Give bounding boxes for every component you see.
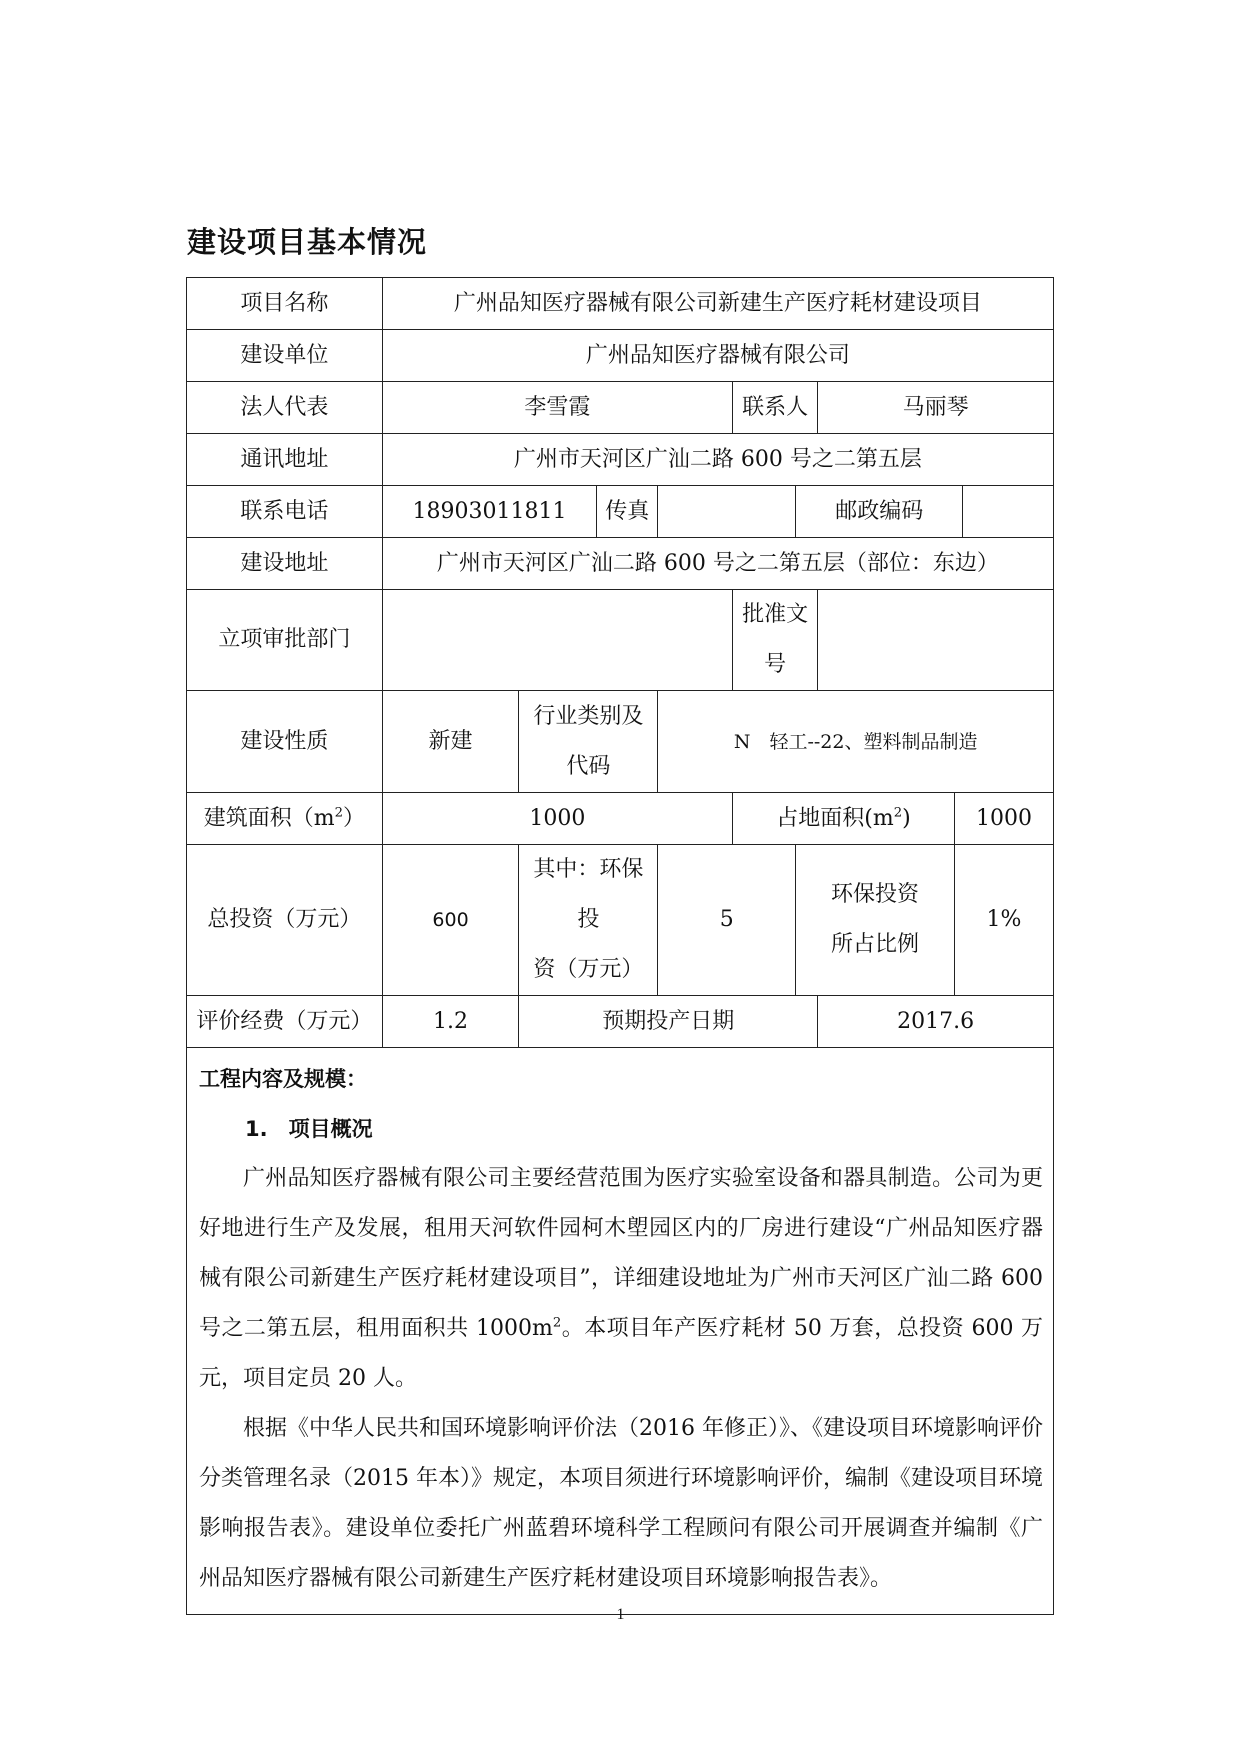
- value-building-area: 1000: [382, 793, 732, 845]
- label-env-investment: [519, 845, 658, 996]
- value-zip: [963, 486, 1054, 538]
- label-env-investment-line1: 其中：环保投: [533, 857, 644, 932]
- label-approval-doc: 批准文号: [732, 590, 817, 691]
- content-section: [187, 1048, 1054, 1615]
- value-contact: 马丽琴: [818, 382, 1054, 434]
- label-legal-rep: 法人代表: [187, 382, 383, 434]
- value-land-area: 1000: [954, 793, 1053, 845]
- label-contact: 联系人: [732, 382, 817, 434]
- value-project-name: 广州品知医疗器械有限公司新建生产医疗耗材建设项目: [382, 278, 1053, 330]
- label-phone: 联系电话: [187, 486, 383, 538]
- label-land-area: 占地面积$(m^2)$: [732, 793, 954, 845]
- label-total-investment: 总投资（万元）: [187, 845, 383, 996]
- label-approval-dept: 立项审批部门: [187, 590, 383, 691]
- label-env-ratio: [796, 845, 955, 996]
- page-number: 1: [616, 1606, 625, 1623]
- label-site-address: 建设地址: [187, 538, 383, 590]
- row-site-address: [187, 538, 1054, 590]
- value-approval-dept: [382, 590, 732, 691]
- label-industry-line1: 行业类别及: [533, 703, 644, 729]
- label-industry: [519, 691, 658, 793]
- row-content: [187, 1048, 1054, 1615]
- label-env-ratio-line1: 环保投资: [831, 882, 920, 907]
- value-total-investment: 600: [382, 845, 519, 996]
- content-heading: 工程内容及规模：: [199, 1067, 367, 1091]
- value-env-ratio: 1%: [954, 845, 1053, 996]
- value-phone: 18903011811: [382, 486, 597, 538]
- value-legal-rep: 李雪霞: [382, 382, 732, 434]
- value-site-address: 广州市天河区广汕二路 600 号之二第五层（部位：东边）: [382, 538, 1053, 590]
- label-fax: 传真: [597, 486, 658, 538]
- label-mail-address: 通讯地址: [187, 434, 383, 486]
- paragraph-basis: 根据《中华人民共和国环境影响评价法（2016 年修正）》、《建设项目环境影响评价分类管理名录（2015 年本）》规定，本项目须进行环境影响评价，编制《建设项目环境影响报告表》。建设单位委托广州蓝碧环境科学工程顾问有限公司开展调查并编制《广州品知医疗器械有限公司新建生产医疗耗材建设项目环境影响报告表》。: [199, 1416, 1043, 1591]
- row-area: [187, 793, 1054, 845]
- value-production-date: 2017.6: [818, 996, 1054, 1048]
- value-builder: 广州品知医疗器械有限公司: [382, 330, 1053, 382]
- label-builder: 建设单位: [187, 330, 383, 382]
- row-fee: [187, 996, 1054, 1048]
- row-investment: [187, 845, 1054, 996]
- label-production-date: 预期投产日期: [519, 996, 818, 1048]
- label-nature: 建设性质: [187, 691, 383, 793]
- row-phone: [187, 486, 1054, 538]
- value-nature: 新建: [382, 691, 519, 793]
- value-env-investment: 5: [658, 845, 796, 996]
- row-nature: [187, 691, 1054, 793]
- label-building-area: 建筑面积$(m^2)$: [187, 793, 383, 845]
- row-mail-address: [187, 434, 1054, 486]
- label-env-ratio-line2: 所占比例: [831, 932, 920, 957]
- content-subheading: 1. 项目概况: [245, 1117, 373, 1141]
- value-eval-fee: 1.2: [382, 996, 519, 1048]
- paragraph-overview: 广州品知医疗器械有限公司主要经营范围为医疗实验室设备和器具制造。公司为更好地进行生产及发展，租用天河软件园柯木塱园区内的厂房进行建设“广州品知医疗器械有限公司新建生产医疗耗材建设项目”，详细建设地址为广州市天河区广汕二路 600 号之二第五层，租用面积共 $1000m^2$。本项目年产医疗耗材 50 万套，总投资 600 万元，项目定员 20 人。: [199, 1166, 1043, 1391]
- row-project-name: [187, 278, 1054, 330]
- project-info-table: [186, 277, 1054, 1615]
- label-project-name: 项目名称: [187, 278, 383, 330]
- value-approval-doc: [818, 590, 1054, 691]
- label-industry-line2: 代码: [566, 753, 611, 779]
- label-zip: 邮政编码: [796, 486, 963, 538]
- row-legal-rep: [187, 382, 1054, 434]
- row-builder: [187, 330, 1054, 382]
- value-fax: [658, 486, 796, 538]
- label-eval-fee: 评价经费（万元）: [187, 996, 383, 1048]
- page-title: 建设项目基本情况: [187, 225, 428, 259]
- value-industry: N 轻工--22、塑料制品制造: [658, 691, 1054, 793]
- label-env-investment-line2: 资（万元）: [533, 957, 644, 982]
- row-approval: [187, 590, 1054, 691]
- value-mail-address: 广州市天河区广汕二路 600 号之二第五层: [382, 434, 1053, 486]
